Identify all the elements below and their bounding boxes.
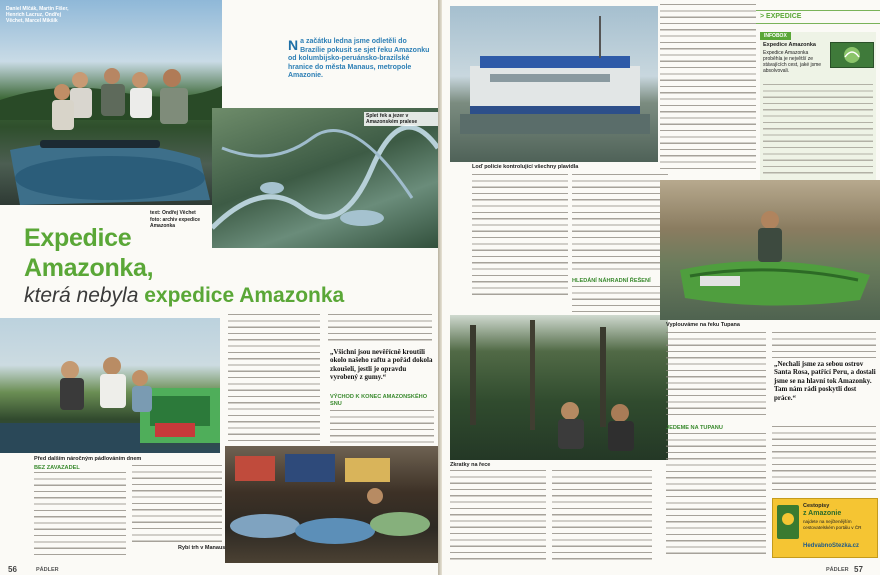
ad-line-3: najdete na nejčtenějším cestovatelském portálu v ČR xyxy=(803,519,862,530)
left-column-5-text xyxy=(330,410,434,446)
page-number-left: 56 xyxy=(8,565,17,574)
left-folio xyxy=(0,563,438,575)
headline-line-2: Amazonka, xyxy=(24,254,154,282)
section-label: > EXPEDICE xyxy=(760,13,802,20)
boat-photo-caption: Před dalším náročným pádlováním dnem xyxy=(34,456,142,462)
authors-credit: Daniel Mlčák, Martin Fišer, Henrich Lacruz, Ondřej Věchet, Marcel Mikšík xyxy=(6,6,69,24)
right-column-7-text xyxy=(666,332,766,420)
magazine-name-right: PÁDLER xyxy=(826,567,849,573)
right-column-5-text xyxy=(450,470,546,560)
river-aerial-photo xyxy=(212,108,438,248)
left-column-4-text xyxy=(328,314,432,344)
right-page xyxy=(442,0,880,575)
left-column-3-text xyxy=(228,314,320,444)
infobox-text: Expedice Amazonka proběhla je největší ze stávajících cest, jaké jsme absolvovali. xyxy=(763,50,822,74)
police-boat-caption: Loď policie kontrolující všechny plavidla xyxy=(472,164,579,170)
jungle-river-photo xyxy=(450,315,668,460)
infobox-logo xyxy=(830,42,874,68)
boat-crew-photo xyxy=(0,318,220,453)
left-column-1-text xyxy=(34,472,126,560)
right-pull-quote: „Nechali jsme za sebou ostrov Santa Rosa, patřící Peru, a dostali jsme se na hlavní tok Amazonky. Tam nám rádi poskytli dost práce.“ xyxy=(774,360,876,402)
right-column-9-text xyxy=(772,332,876,358)
raft-crew-photo xyxy=(0,0,222,205)
section-tab xyxy=(756,10,880,24)
ad-line-1: Cestopisy xyxy=(803,503,830,509)
tupana-caption: Vyplouváme na řeku Tupana xyxy=(666,322,740,328)
infobox xyxy=(760,32,876,180)
intro-text: Na začátku ledna jsme odletěli do Brazílie pokusit se sjet řeku Amazonku od kolumbijsko-peruánsko-brazilské hranice do města Manaus, metropole Amazonie. xyxy=(288,37,430,80)
infobox-body-text xyxy=(763,84,873,176)
right-column-10-text xyxy=(772,426,876,492)
subhead-tupanu: JEDEME NA TUPANU xyxy=(666,425,723,431)
left-column-2-text xyxy=(132,465,222,545)
drop-cap: N xyxy=(288,37,299,53)
fish-market-photo xyxy=(225,446,438,563)
subhead-bez-zavazadel: BEZ ZAVAZADEL xyxy=(34,465,80,471)
right-column-4-text xyxy=(572,286,668,312)
left-page xyxy=(0,0,438,575)
headline-line-3 xyxy=(24,284,344,308)
right-column-2-text xyxy=(472,174,568,298)
left-pull-quote: „Všichni jsou nevěřícně kroutili okolo našeho raftu a pořád dokola zkoušeli, jestli je opravdu vyrobený z gumy.“ xyxy=(330,348,433,382)
page-number-right: 57 xyxy=(854,565,863,574)
headline-italic: která nebyla xyxy=(24,284,139,307)
green-raft-photo xyxy=(660,180,880,320)
subhead-vychod: VÝCHOD K KONEC AMAZONSKÉHO SNU xyxy=(330,394,428,407)
headline-line-1: Expedice xyxy=(24,224,132,252)
police-boat-photo xyxy=(450,6,658,162)
right-column-6-text xyxy=(552,470,652,560)
infobox-label: INFOBOX xyxy=(760,32,791,40)
right-folio xyxy=(442,563,880,575)
infobox-title: Expedice Amazonka xyxy=(763,42,816,48)
map-caption: Splet řek a jezer v Amazonském pralese xyxy=(364,112,438,126)
hedvabna-stezka-ad[interactable] xyxy=(772,498,878,558)
subhead-hledani: HLEDÁNÍ NÁHRADNÍ ŘEŠENÍ xyxy=(572,278,651,284)
magazine-name-left: PÁDLER xyxy=(36,567,59,573)
zkratky-caption: Zkratky na řece xyxy=(450,462,491,468)
right-column-8-text xyxy=(666,433,766,559)
ad-line-2: z Amazonie xyxy=(803,510,842,517)
ad-site-link[interactable]: HedvabnoStezka.cz xyxy=(803,543,860,549)
right-column-3-text xyxy=(572,174,668,274)
right-column-1-text xyxy=(660,4,756,174)
ad-badge xyxy=(777,505,799,539)
credits-box: text: Ondřej Věchet foto: archiv expedice Amazonka xyxy=(150,210,201,229)
market-photo-caption: Rybí trh v Manaus xyxy=(178,545,226,551)
headline-green: expedice Amazonka xyxy=(144,284,345,307)
